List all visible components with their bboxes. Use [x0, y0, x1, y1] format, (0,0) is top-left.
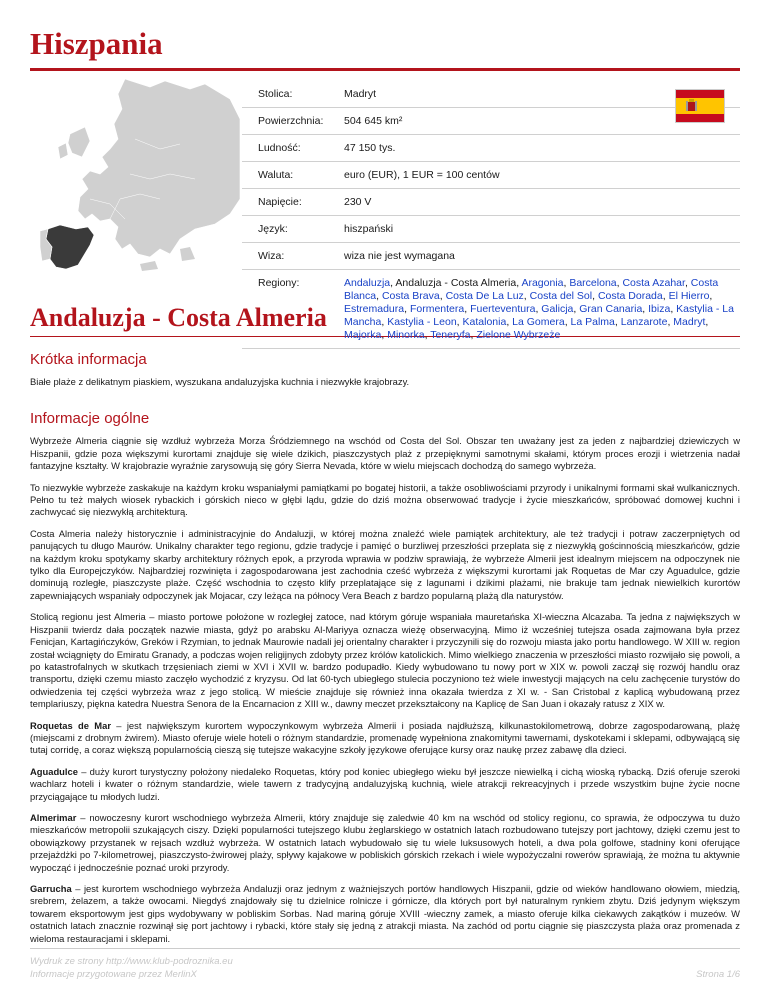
country-facts-table — [242, 81, 740, 349]
body-paragraph: Almerimar – nowoczesny kurort wschodniego wybrzeża Almerii, który znajduje się zaledwie 40 km na wschód od stolicy regionu, co sprawia, że odpoczywa tu dużo mieszkańców metropolii szukających ciszy. Dzięki popularności tutejszego klubu żeglarskiego w ostatnich latach rozbudowano tutejszy port jachtowy, dzięki czemu jest to obowiązkowy przystanek w rejsach wzdłuż wybrzeża. W ostatnich latach wybudowało się tu wiele luksusowych hoteli, a dwa pola golfowe, stadniny koni oferujące przejażdżki po 7-kilometrowej, piaszczysto-żwirowej plaży, spływy kajakowe w pobliskich górskich rzekach i wiele wypożyczalni rowerów sprawiają, że można tu aktywnie wypocząć i jednocześnie poznać uroki przyrody. — [30, 811, 740, 873]
fact-key: Napięcie: — [242, 189, 328, 216]
region-link[interactable]: Madryt — [673, 316, 706, 328]
region-title: Andaluzja - Costa Almeria — [30, 303, 327, 332]
general-info-heading: Informacje ogólne — [30, 410, 150, 428]
fact-key: Wiza: — [242, 243, 328, 270]
general-info-body — [30, 435, 740, 945]
region-current: Andaluzja - Costa Almeria — [395, 277, 517, 289]
fact-key: Język: — [242, 216, 328, 243]
body-paragraph: Wybrzeże Almeria ciągnie się wzdłuż wybrzeża Morza Śródziemnego na wschód od Costa del Sol. Obszar ten uważany jest za jeden z najbardziej dziewiczych w Hiszpanii, gdzie poza większymi kurortami znajduje się wiele dzikich, piaszczystych plaż z przepięknymi samotnymi skałami, którym proces erozji i wietrzenia nadał fantazyjne kształty. W krajobrazie wyraźnie zarysowują się góry Sierra Nevada, które w wielu miejscach dochodzą do samego wybrzeża. — [30, 435, 740, 472]
fact-row — [242, 135, 740, 162]
fact-key: Waluta: — [242, 162, 328, 189]
region-link[interactable]: Gran Canaria — [579, 303, 643, 315]
region-link[interactable]: Teneryfa — [430, 329, 471, 341]
region-link[interactable]: La Gomera — [512, 316, 565, 328]
fact-row — [242, 162, 740, 189]
fact-value: hiszpański — [328, 216, 740, 243]
region-link[interactable]: Majorka — [344, 329, 382, 341]
fact-value: wiza nie jest wymagana — [328, 243, 740, 270]
regions-list: Andaluzja, Andaluzja - Costa Almeria, Aragonia, Barcelona, Costa Azahar, Costa Blanca, Costa Brava, Costa De La Luz, Costa del Sol, Costa Dorada, El Hierro, Estremadura, Formentera, Fuerteventura, Galicja, Gran Canaria, Ibiza, Kastylia - La Mancha, Kastylia - Leon, Katalonia, La Gomera, La Palma, Lanzarote, Madryt, Majorka, Minorka, Teneryfa, Zielone Wybrzeże — [328, 270, 740, 349]
europe-map-image — [30, 79, 240, 289]
fact-value: Madryt — [328, 81, 740, 108]
body-paragraph: To niezwykłe wybrzeże zaskakuje na każdym kroku wspaniałymi pamiątkami po bogatej historii, a także osobliwościami przyrody i unikalnymi formami skał wulkanicznych. Pełno tu też małych wiosek rybackich i górskich nieco w głębi lądu, gdzie do dziś można obserwować tradycje i życie mieszkańców, spróbować domowej kuchni i zachwycać się niezwykłą architekturą. — [30, 481, 740, 518]
region-link[interactable]: Andaluzja — [344, 277, 391, 289]
fact-value: 230 V — [328, 189, 740, 216]
region-link[interactable]: Galicja — [541, 303, 574, 315]
region-link[interactable]: Costa Blanca — [344, 277, 719, 302]
paragraph-lead: Garrucha — [30, 883, 72, 894]
region-link[interactable]: Estremadura — [344, 303, 405, 315]
short-info-heading: Krótka informacja — [30, 351, 147, 368]
short-info-text: Białe plaże z delikatnym piaskiem, wyszukana andaluzyjska kuchnia i niezwykłe krajobrazy. — [30, 376, 410, 387]
body-paragraph: Roquetas de Mar – jest największym kurortem wypoczynkowym wybrzeża Almerii i posiada najdłuższą, kilkunastokilometrową, dobrze zagospodarowaną, plażę (miejscami z drobnym żwirem). Miasto oferuje wiele hoteli o różnym standardzie, promenadę wypełniona znakomitymi tawernami, dyskotekami i sklepami, odbywającą się tutaj corridę, a coraz większą popularnością cieszą się tutejsze wakacyjne szkoły językowe oferujące kursy oraz naukę przez zabawę dla dzieci. — [30, 719, 740, 756]
fact-row — [242, 189, 740, 216]
paragraph-lead: Aguadulce — [30, 765, 78, 777]
country-title: Hiszpania — [30, 26, 163, 61]
body-paragraph: Aguadulce – duży kurort turystyczny położony niedaleko Roquetas, który pod koniec ubiegłego wieku był jeszcze niewielką i cichą wioską rybacką. Dziś oferuje szeroki wachlarz hoteli i kwater o różnym standardzie, wiele tawern z tradycyjną andaluzyjską kuchnią, wiele atrakcji rekreacyjnych i przede wszystkim bujne życie nocne przyciągające tu młodych ludzi. — [30, 765, 740, 802]
fact-key: Powierzchnia: — [242, 108, 328, 135]
regions-row — [242, 270, 740, 349]
fact-value: 504 645 km² — [328, 108, 740, 135]
region-link[interactable]: Costa del Sol — [529, 290, 593, 302]
fact-row — [242, 243, 740, 270]
region-link[interactable]: El Hierro — [668, 290, 710, 302]
footer-credit-line: Informacje przygotowane przez MerlinX — [30, 969, 197, 980]
fact-row — [242, 216, 740, 243]
region-link[interactable]: Kastylia - La Mancha — [344, 303, 734, 328]
region-link[interactable]: Lanzarote — [620, 316, 668, 328]
region-link[interactable]: Aragonia — [521, 277, 564, 289]
fact-key: Stolica: — [242, 81, 328, 108]
spain-flag-icon — [675, 89, 725, 123]
fact-row — [242, 81, 740, 108]
region-link[interactable]: Costa Dorada — [597, 290, 663, 302]
body-paragraph: Costa Almeria należy historycznie i administracyjnie do Andaluzji, w której można znaleźć wiele pamiątek architektury, ale też tradycji i potraw zaczerpniętych od panujących tu długo Maurów. Unikalny charakter tego regionu, gdzie tradycje i pamięć o burzliwej przeszłości przeplata się z niezwykłą gościnnością mieszkańców, gdzie na każdym kroku spotykamy skarby architektury różnych epok, a przyroda wprawia w podziw sprawiają, że wybrzeże Almerii jest idealnym miejscem na odpoczynek nie tylko dla Europejczyków. Najbardziej rozwinięta i zagospodarowana jest zachodnia cześć wybrzeża z większymi kurortami jak Roquetas de Mar czy Aguadulce, gdzie dominują rozległe, piaszczyste plaże. Część wschodnia to często klify przeplatające się z lagunami i dzikimi plażami, nie brakuje tam jednak niewielkich kurortów zapewniających wspaniały odpoczynek jak Mojacar, czy leżąca na północy Vera Beach z bardzo popularną plażą dla naturystów. — [30, 527, 740, 601]
fact-value: euro (EUR), 1 EUR = 100 centów — [328, 162, 740, 189]
country-info-section — [30, 71, 740, 341]
fact-row — [242, 108, 740, 135]
region-link[interactable]: Fuerteventura — [470, 303, 536, 315]
paragraph-lead: Almerimar — [30, 811, 77, 823]
footer-source-line: Wydruk ze strony http://www.klub-podroznika.eu — [30, 956, 233, 967]
region-link[interactable]: Minorka — [387, 329, 425, 341]
page-footer — [30, 948, 740, 981]
region-link[interactable]: Formentera — [409, 303, 465, 315]
body-paragraph: Garrucha – jest kurortem wschodniego wybrzeża Andaluzji oraz jednym z ważniejszych portów handlowych Hiszpanii, gdzie od wieków handlowano ołowiem, miedzią, srebrem, żelazem, a także owocami. Niegdyś znajdowały się tu dzielnice rolnicze i górnicze, dla których port był naturalnym rynkiem zbytu. Dziś jedynym większym towarem eksportowym jest gips wydobywany w pobliskim Sorbas. Nad mariną góruje XVIII -wieczny zamek, a miasto oferuje kilka ciekawych zakątków i muzeów. W ostatnich latach znacznie rozwinął się port jachtowy i rybacki, które stały się jedną z atrakcji miasta. Na zachód od portu ciągnie się piaszczysta plaża oraz promenada z wieloma restauracjami i sklepami. — [30, 883, 740, 944]
region-link[interactable]: La Palma — [570, 316, 615, 328]
paragraph-lead: Roquetas de Mar — [30, 719, 111, 731]
region-link[interactable]: Katalonia — [462, 316, 507, 328]
body-paragraph: Stolicą regionu jest Almeria – miasto portowe położone w rozległej zatoce, nad którym góruje wspaniała mauretańska XI-wieczna Alcazaba. Ta jedna z największych w Hiszpanii twierdz dała początek nazwie miasta, gdyż po arabsku Al-Mariyya oznacza wieżę obserwacyjną. Mimo iż wcześniej tutejsza osada zajmowana była przez Fenicjan, Kartagińczyków, Greków i Rzymian, to jednak Maurowie nadali jej orientalny charakter i przyczynili się do rozwoju miasta jako portu handlowego. W XIII w. region został wciągnięty do Emiratu Granady, a podczas wojen religijnych zdobyty przez królów katolickich. Mimo wielkiego znaczenia w przeszłości miasto rozwijało się powoli, a po katastrofalnych w skutkach trzęsieniach ziemi w XVI i XVII w. bardzo podupadło. Kiedy wybudowano tu nowy port w XIX w. powoli zaczął się rozwój handlu oraz transportu, dzięki czemu miasto zaczęło wychodzić z kryzysu. Od lat 60-tych ubiegłego stulecia poczyniono też wiele inwestycji mających na celu zachęcenie turystów do odwiedzenia tej części wybrzeża wraz z jego stolicą. W mieście znajduje się również inna okazała twierdza z XI w. - San Cristobal z kaplicą wybudowaną przez templariuszy, piękna katedra Nuestra Senora de la Encarnacion z XIII w., dawny meczet przekształcony na Kaplicę de San Juan i okazały ratusz z XIX w. — [30, 611, 740, 710]
region-link[interactable]: Costa Azahar — [622, 277, 685, 289]
region-link[interactable]: Costa Brava — [381, 290, 440, 302]
page-number: Strona 1/6 — [696, 969, 740, 980]
page — [30, 0, 740, 954]
fact-key: Ludność: — [242, 135, 328, 162]
region-link[interactable]: Zielone Wybrzeże — [476, 329, 561, 341]
fact-value: 47 150 tys. — [328, 135, 740, 162]
regions-label: Regiony: — [242, 270, 328, 349]
region-link[interactable]: Kastylia - Leon — [387, 316, 457, 328]
region-link[interactable]: Barcelona — [569, 277, 617, 289]
region-link[interactable]: Ibiza — [648, 303, 671, 315]
region-link[interactable]: Costa De La Luz — [445, 290, 524, 302]
